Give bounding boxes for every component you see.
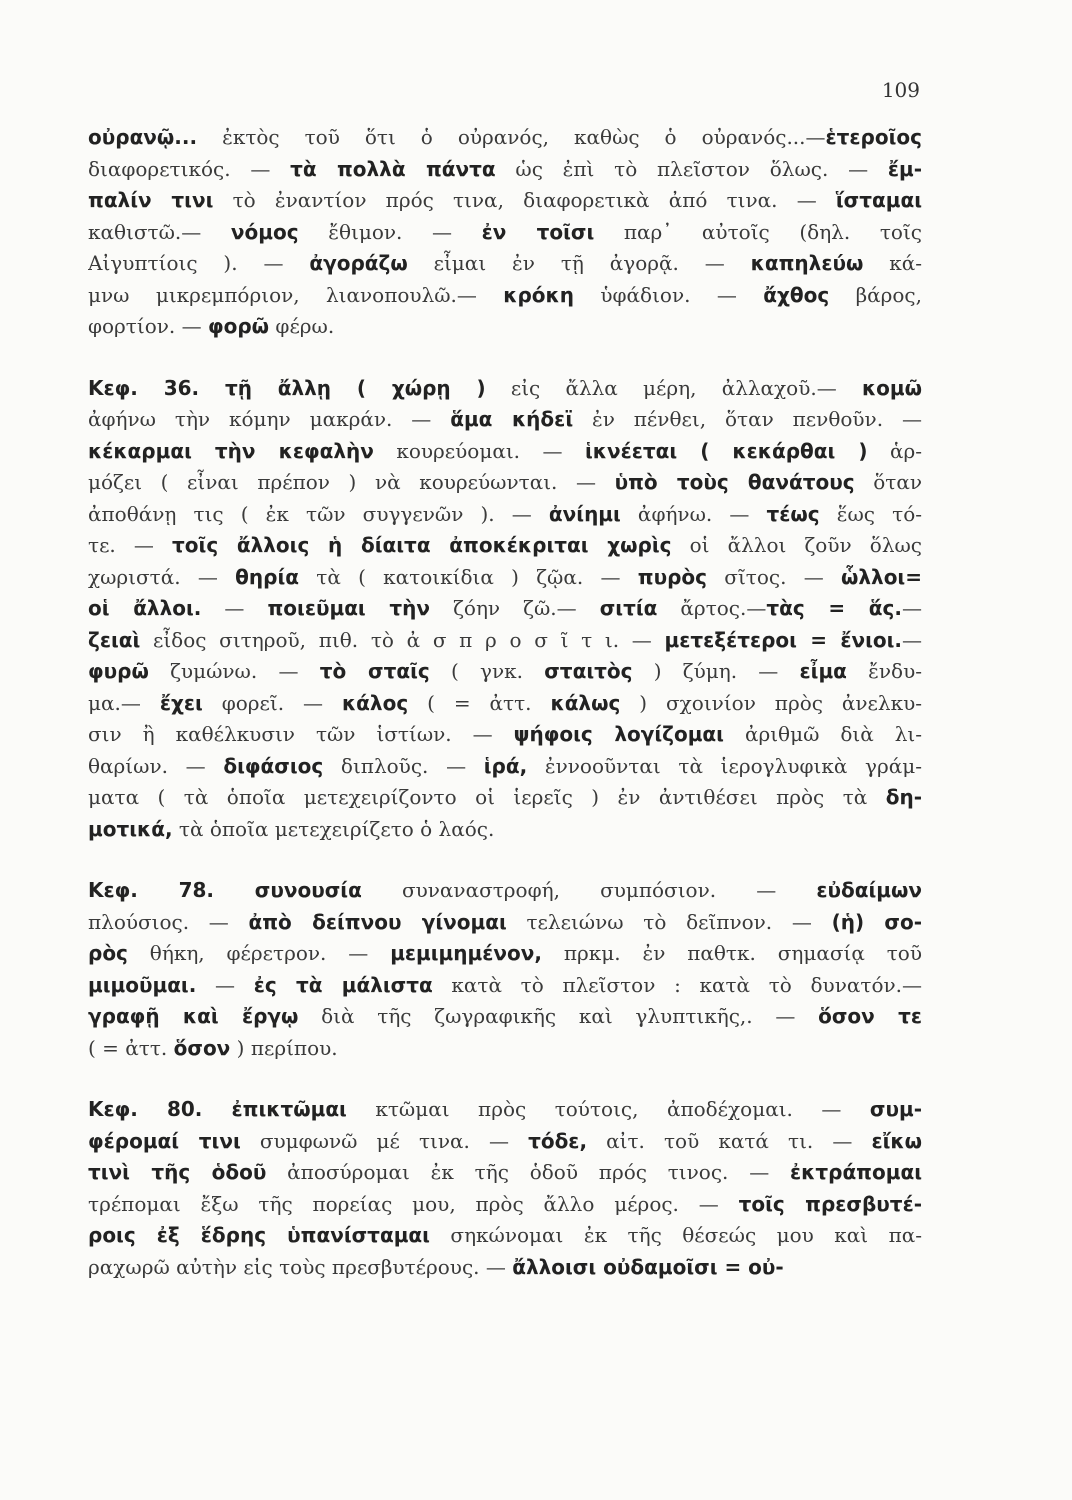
text-line bbox=[88, 1126, 922, 1158]
gloss-text: — bbox=[901, 596, 922, 620]
gloss-text: ἀφήνω τὴν κόμην μακράν. — bbox=[88, 407, 451, 431]
headword: συμ- bbox=[869, 1097, 922, 1121]
headword: ἐς τὰ μάλιστα bbox=[253, 972, 433, 997]
text-line bbox=[88, 593, 922, 625]
headword: ψήφοις λογίζομαι bbox=[513, 722, 724, 746]
gloss-text: ἐκτὸς τοῦ ὅτι ὁ οὐρανός, καθὼς ὁ οὐρανός...— bbox=[197, 125, 826, 149]
headword: τέως bbox=[766, 501, 820, 526]
paragraph-gap bbox=[88, 343, 922, 373]
gloss-text: ἐν πένθει, ὅταν πενθοῦν. — bbox=[573, 407, 922, 431]
gloss-text: ἀποθάνῃ τις ( ἐκ τῶν συγγενῶν ). — bbox=[88, 501, 549, 526]
gloss-text: ( = ἀττ. bbox=[408, 690, 551, 715]
gloss-text: καθιστῶ.— bbox=[88, 219, 231, 244]
headword: πυρὸς bbox=[637, 564, 708, 589]
gloss-text: εἰς ἄλλα μέρη, ἀλλαχοῦ.— bbox=[485, 375, 862, 400]
gloss-text: τὸ ἐναντίον πρός τινα, διαφορετικὰ ἀπό τινα. — bbox=[213, 188, 836, 212]
headword: τὰς = ἅς. bbox=[766, 596, 902, 620]
headword: ὑπὸ τοὺς θανάτους bbox=[614, 470, 855, 494]
headword: ἔχει bbox=[159, 690, 203, 715]
headword: μιμοῦμαι. bbox=[88, 972, 197, 997]
gloss-text: ραχωρῶ αὐτὴν εἰς τοὺς πρεσβυτέρους. — bbox=[88, 1254, 513, 1279]
paragraph bbox=[88, 373, 922, 846]
paragraph-gap bbox=[88, 1064, 922, 1094]
headword: ἱκνέεται ( κεκάρθαι ) bbox=[584, 438, 868, 463]
headword: εἴκω bbox=[871, 1128, 922, 1153]
text-line bbox=[88, 1094, 922, 1126]
headword: ἄλλοισι οὐδαμοῖσι = οὐ- bbox=[512, 1254, 784, 1279]
glossary-text bbox=[88, 122, 922, 1283]
headword: τῇ ἄλλῃ ( χώρῃ ) bbox=[199, 375, 486, 400]
text-line bbox=[88, 530, 922, 562]
gloss-text: ἀφήνω. — bbox=[620, 501, 767, 526]
gloss-text: θήκη, φέρετρον. — bbox=[127, 941, 391, 965]
headword: τινὶ τῆς ὁδοῦ bbox=[88, 1160, 267, 1184]
headword: δη- bbox=[885, 785, 922, 809]
paragraph bbox=[88, 875, 922, 1064]
text-line bbox=[88, 970, 922, 1002]
gloss-text: σῖτος. — bbox=[707, 564, 841, 589]
headword: μεμιμημένον, bbox=[390, 941, 542, 965]
gloss-text: παρ᾽ αὐτοῖς (δηλ. τοῖς bbox=[594, 219, 922, 244]
gloss-text: τε. — bbox=[88, 533, 173, 557]
text-line bbox=[88, 875, 922, 907]
text-line bbox=[88, 656, 922, 688]
gloss-text: ( = ἀττ. bbox=[88, 1035, 174, 1060]
headword: μετεξέτεροι = ἔνιοι. bbox=[664, 627, 902, 652]
text-line bbox=[88, 1220, 922, 1252]
headword: ποιεῦμαι τὴν bbox=[267, 596, 431, 620]
gloss-text: κουρεύομαι. — bbox=[373, 438, 585, 463]
headword: ἀγοράζω bbox=[309, 251, 408, 275]
gloss-text: ) περίπου. bbox=[230, 1035, 338, 1060]
text-line bbox=[88, 907, 922, 939]
headword: κέκαρμαι τὴν κεφαλὴν bbox=[88, 438, 374, 463]
headword: τοῖς ἄλλοις ἡ δίαιτα ἀποκέκριται χωρὶς bbox=[172, 533, 672, 557]
headword: ἱρά, bbox=[483, 753, 528, 778]
gloss-text: ὡς ἐπὶ τὸ πλεῖστον ὅλως. — bbox=[495, 156, 888, 181]
text-line bbox=[88, 467, 922, 499]
headword: εὐδαίμων bbox=[816, 878, 922, 902]
text-line bbox=[88, 436, 922, 468]
paragraph bbox=[88, 122, 922, 343]
gloss-text: συμφωνῶ μέ τινα. — bbox=[240, 1128, 529, 1153]
headword: ὧλλοι= bbox=[841, 564, 922, 589]
gloss-text: ἁρ- bbox=[867, 438, 922, 463]
headword: κομῶ bbox=[861, 375, 922, 400]
gloss-text: φορεῖ. — bbox=[202, 690, 342, 715]
gloss-text: ἐννοοῦνται τὰ ἱερογλυφικὰ γράμ- bbox=[527, 753, 922, 778]
gloss-text: ) ζύμη. — bbox=[632, 659, 800, 683]
gloss-text: — bbox=[201, 596, 268, 620]
headword: καπηλεύω bbox=[750, 251, 864, 275]
text-line bbox=[88, 1252, 922, 1284]
gloss-text: πλούσιος. — bbox=[88, 909, 249, 934]
gloss-text: εἶμαι ἐν τῇ ἀγορᾷ. — bbox=[407, 251, 751, 275]
gloss-text: ἄρτος.— bbox=[657, 596, 767, 620]
headword: τόδε, bbox=[528, 1128, 588, 1153]
text-line bbox=[88, 1001, 922, 1033]
page-number: 109 bbox=[881, 78, 920, 102]
headword: οἱ ἄλλοι. bbox=[88, 596, 202, 620]
gloss-text: τὰ ( κατοικίδια ) ζῷα. — bbox=[298, 564, 638, 589]
headword: κάλος bbox=[341, 690, 409, 715]
text-line bbox=[88, 217, 922, 249]
headword: κάλως bbox=[550, 690, 621, 715]
gloss-text: τελειώνω τὸ δεῖπνον. — bbox=[506, 909, 832, 934]
text-line bbox=[88, 404, 922, 436]
gloss-text: — bbox=[902, 627, 922, 652]
gloss-text: βάρος, bbox=[829, 282, 922, 307]
gloss-text: μνω μικρεμπόριον, λιανοπουλῶ.— bbox=[88, 282, 504, 307]
text-line bbox=[88, 154, 922, 186]
gloss-text: ἔθιμον. — bbox=[298, 219, 482, 244]
headword: φορῶ bbox=[207, 314, 270, 338]
headword: εἶμα bbox=[799, 659, 847, 683]
gloss-text: φορτίον. — bbox=[88, 314, 208, 338]
gloss-text: διπλοῦς. — bbox=[323, 753, 484, 778]
headword: ὅσον bbox=[173, 1035, 231, 1060]
headword: σιτία bbox=[599, 596, 658, 620]
gloss-text: ( γνκ. bbox=[429, 659, 545, 683]
gloss-text: ) σχοινίον πρὸς ἀνελκυ- bbox=[620, 690, 922, 715]
gloss-text: ζόην ζῶ.— bbox=[430, 596, 600, 620]
text-line bbox=[88, 373, 922, 405]
headword: τὸ σταῖς bbox=[319, 659, 430, 683]
gloss-text: μα.— bbox=[88, 690, 160, 715]
headword: ἄχθος bbox=[763, 282, 830, 307]
text-line bbox=[88, 625, 922, 657]
text-line bbox=[88, 280, 922, 312]
text-line bbox=[88, 782, 922, 814]
headword: ἐπικτῶμαι bbox=[202, 1097, 347, 1121]
headword: ἔμ- bbox=[887, 156, 922, 181]
headword: ἐν τοῖσι bbox=[481, 219, 595, 244]
headword: γραφῇ καὶ ἔργῳ bbox=[88, 1004, 299, 1028]
headword: ζειαὶ bbox=[88, 627, 141, 652]
gloss-text: συναναστροφή, συμπόσιον. — bbox=[361, 878, 817, 902]
headword: ἅμα κήδεϊ bbox=[450, 407, 574, 431]
paragraph bbox=[88, 1094, 922, 1283]
headword: μοτικά, bbox=[88, 816, 173, 841]
headword: συνουσία bbox=[214, 878, 362, 902]
text-line bbox=[88, 311, 922, 343]
text-line bbox=[88, 1157, 922, 1189]
gloss-text: ἕως τό- bbox=[819, 501, 922, 526]
headword: ἐκτράπομαι bbox=[790, 1160, 922, 1184]
headword: ἀπὸ δείπνου γίνομαι bbox=[248, 909, 507, 934]
gloss-text: ἀριθμῶ διὰ λι- bbox=[723, 722, 922, 746]
text-line bbox=[88, 814, 922, 846]
headword: φέρομαί τινι bbox=[88, 1128, 241, 1153]
headword: ρὸς bbox=[88, 941, 128, 965]
text-line bbox=[88, 122, 922, 154]
headword: (ἡ) σο- bbox=[831, 909, 922, 934]
gloss-text: κά- bbox=[863, 251, 922, 275]
gloss-text: σιν ἢ καθέλκυσιν τῶν ἱστίων. — bbox=[88, 722, 514, 746]
gloss-text: ὅταν bbox=[854, 470, 922, 494]
headword: κρόκη bbox=[503, 282, 574, 307]
gloss-text: σηκώνομαι ἐκ τῆς θέσεώς μου καὶ πα- bbox=[429, 1223, 922, 1247]
text-line bbox=[88, 185, 922, 217]
gloss-text: κατὰ τὸ πλεῖστον : κατὰ τὸ δυνατόν.— bbox=[432, 972, 922, 997]
text-line bbox=[88, 1189, 922, 1221]
gloss-text: εἶδος σιτηροῦ, πιθ. τὸ ἀ σ π ρ ο σ ῖ τ ι. — bbox=[140, 627, 665, 652]
paragraph-gap bbox=[88, 845, 922, 875]
headword: ἑτεροῖος bbox=[825, 125, 922, 149]
gloss-text: διὰ τῆς ζωγραφικῆς καὶ γλυπτικῆς,. — bbox=[298, 1004, 819, 1028]
text-line bbox=[88, 562, 922, 594]
headword: ἀνίημι bbox=[548, 501, 621, 526]
gloss-text: τὰ ὁποῖα μετεχειρίζετο ὁ λαός. bbox=[172, 816, 495, 841]
headword: τὰ πολλὰ πάντα bbox=[290, 156, 496, 181]
text-line bbox=[88, 688, 922, 720]
headword: Κεφ. 36. bbox=[88, 375, 200, 400]
gloss-text: Αἰγυπτίοις ). — bbox=[88, 251, 310, 275]
gloss-text: ὑφάδιον. — bbox=[574, 282, 764, 307]
gloss-text: κτῶμαι πρὸς τούτοις, ἀποδέχομαι. — bbox=[346, 1097, 870, 1121]
headword: θηρία bbox=[235, 564, 299, 589]
gloss-text: θαρίων. — bbox=[88, 753, 224, 778]
gloss-text: — bbox=[196, 972, 254, 997]
gloss-text: ἀποσύρομαι ἐκ τῆς ὁδοῦ πρός τινος. — bbox=[266, 1160, 791, 1184]
gloss-text: ἔνδυ- bbox=[846, 659, 922, 683]
gloss-text: χωριστά. — bbox=[88, 564, 236, 589]
gloss-text: πρκμ. ἐν παθτκ. σημασίᾳ τοῦ bbox=[541, 941, 922, 965]
text-line bbox=[88, 248, 922, 280]
headword: σταιτὸς bbox=[544, 659, 633, 683]
headword: διφάσιος bbox=[223, 753, 324, 778]
headword: ἵσταμαι bbox=[835, 188, 922, 212]
gloss-text: ζυμώνω. — bbox=[148, 659, 320, 683]
headword: Κεφ. 78. bbox=[88, 878, 215, 902]
text-line bbox=[88, 719, 922, 751]
headword: οὐρανῷ... bbox=[88, 125, 198, 149]
gloss-text: αἰτ. τοῦ κατά τι. — bbox=[587, 1128, 872, 1153]
headword: παλίν τινι bbox=[88, 188, 214, 212]
gloss-text: φέρω. bbox=[269, 314, 335, 338]
gloss-text: διαφορετικός. — bbox=[88, 156, 291, 181]
headword: φυρῶ bbox=[88, 659, 149, 683]
text-line bbox=[88, 1033, 922, 1065]
headword: Κεφ. 80. bbox=[88, 1097, 203, 1121]
headword: ροις ἐξ ἕδρης ὑπανίσταμαι bbox=[88, 1223, 430, 1247]
headword: νόμος bbox=[230, 219, 299, 244]
headword: τοῖς πρεσβυτέ- bbox=[738, 1191, 922, 1216]
headword: ὅσον τε bbox=[818, 1004, 922, 1028]
gloss-text: οἱ ἄλλοι ζοῦν ὅλως bbox=[671, 533, 922, 557]
gloss-text: μόζει ( εἶναι πρέπον ) νὰ κουρεύωνται. — bbox=[88, 470, 615, 494]
gloss-text: ματα ( τὰ ὁποῖα μετεχειρίζοντο οἱ ἱερεῖς ) ἐν ἀντιθέσει πρὸς τὰ bbox=[88, 785, 886, 809]
text-line bbox=[88, 938, 922, 970]
text-line bbox=[88, 499, 922, 531]
text-line bbox=[88, 751, 922, 783]
gloss-text: τρέπομαι ἔξω τῆς πορείας μου, πρὸς ἄλλο μέρος. — bbox=[88, 1191, 739, 1216]
